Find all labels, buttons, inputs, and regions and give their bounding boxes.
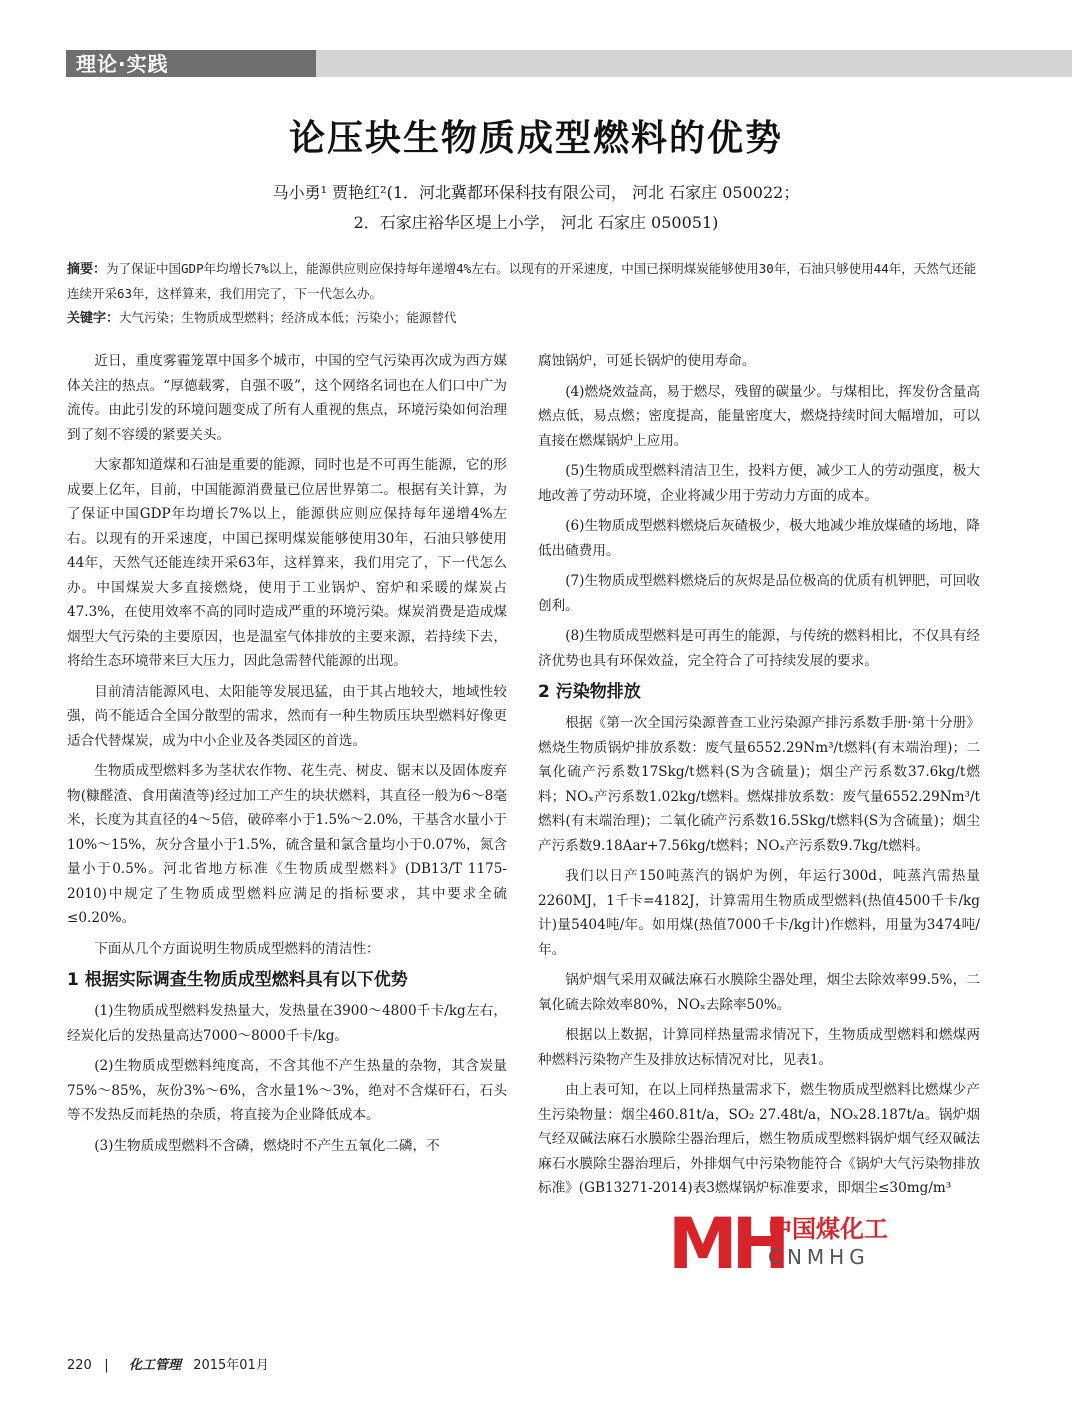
list-item: (8)生物质成型燃料是可再生的能源，与传统的燃料相比，不仅具有经济优势也具有环保效益，完全符合了可持续发展的要求。: [538, 628, 980, 669]
header-band: [66, 50, 1072, 77]
page-footer: [67, 1354, 269, 1373]
footer-separator: |: [104, 1358, 109, 1373]
paragraph: 生物质成型燃料多为茎状农作物、花生壳、树皮、锯末以及固体废弃物(糠醛渣、食用菌渣等)经过加工产生的块状燃料，其直径一般为6～8毫米，长度为其直径的4～5倍，破碎率小于1.5%～2.0%，干基含水量小于10%～15%，灰分含量小于1.5%，硫含量和氯含量均小于0.07%，氮含量小于0.5%。河北省地方标准《生物质成型燃料》(DB13/T 1175-2010)中规定了生物质成型燃料应满足的指标要求，其中要求全硫≤0.20%。: [67, 763, 507, 926]
list-item-continued: 腐蚀锅炉，可延长锅炉的使用寿命。: [538, 353, 756, 369]
paragraph: 大家都知道煤和石油是重要的能源，同时也是不可再生能源，它的形成要上亿年，目前，中国能源消费量已位居世界第二。根据有关计算，为了保证中国GDP年均增长7%以上，能源供应则应保持每年递增4%左右。以现有的开采速度，中国已探明煤炭能够使用30年，石油只够使用44年，天然气还能连续开采63年，这样算来，我们用完了，下一代怎么办。中国煤炭大多直接燃烧，使用于工业锅炉、窑炉和采暖的煤炭占47.3%，在使用效率不高的同时造成严重的环境污染。煤炭消费是造成煤烟型大气污染的主要原因，也是温室气体排放的主要来源，若持续下去，将给生态环境带来巨大压力，因此急需替代能源的出现。: [67, 457, 507, 669]
magazine-name: 化工管理: [129, 1358, 182, 1373]
paragraph: 我们以日产150吨蒸汽的锅炉为例，年运行300d，吨蒸汽需热量2260MJ，1千卡=4182J，计算需用生物质成型燃料(热值4500千卡/kg计)量5404吨/年。如用煤(热值7000千卡/kg计)作燃料，用量为3474吨/年。: [538, 868, 980, 958]
right-column: [538, 349, 980, 1207]
abstract-text: 为了保证中国GDP年均增长7%以上，能源供应则应保持每年递增4%左右。以现有的开采速度，中国已探明煤炭能够使用30年，石油只够使用44年，天然气还能连续开采63年，这样算来，我们用完了，下一代怎么办。: [67, 261, 977, 301]
header-band-light: [316, 50, 1072, 77]
list-item: (5)生物质成型燃料清洁卫生，投料方便，减少工人的劳动强度，极大地改善了劳动环境，企业将减少用于劳动力方面的成本。: [538, 463, 980, 504]
paragraph: 下面从几个方面说明生物质成型燃料的清洁性：: [94, 940, 380, 957]
abstract-block: [67, 257, 982, 331]
watermark-chinese: 中国煤化工: [768, 1215, 888, 1243]
section-heading-1: 1 根据实际调查生物质成型燃料具有以下优势: [67, 970, 408, 990]
keywords: [67, 306, 982, 331]
keywords-label: 关键字：: [67, 311, 120, 326]
list-item: (6)生物质成型燃料燃烧后灰碴极少，极大地减少堆放煤碴的场地，降低出碴费用。: [538, 518, 980, 559]
left-column: [67, 349, 507, 1164]
abstract-label: 摘要：: [67, 262, 107, 277]
paragraph: 由上表可知，在以上同样热量需求下，燃生物质成型燃料比燃煤少产生污染物量：烟尘460.81t/a，SO₂ 27.48t/a，NOₓ28.187t/a。锅炉烟气经双碱法麻石水膜除尘器治理后，燃生物质成型燃料锅炉烟气经双碱法麻石水膜除尘器治理后，外排烟气中污染物能符合《锅炉大气污染物排放标准》(GB13271-2014)表3燃煤锅炉标准要求，即烟尘≤30mg/m³: [538, 1082, 980, 1196]
author-line-2: 2．石家庄裕华区堤上小学， 河北 石家庄 050051): [353, 213, 719, 232]
section-label: 理论·实践: [76, 52, 169, 76]
list-item: (2)生物质成型燃料纯度高，不含其他不产生热量的杂物，其含炭量75%～85%，灰份3%～6%，含水量1%～3%，绝对不含煤矸石，石头等不发热反而耗热的杂质，将直接为企业降低成本。: [67, 1058, 507, 1123]
list-item: (1)生物质成型燃料发热量大，发热量在3900～4800千卡/kg左右，经炭化后的发热量高达7000～8000千卡/kg。: [67, 1003, 507, 1044]
list-item: (4)燃烧效益高，易于燃尽，残留的碳量少。与煤相比，挥发份含量高燃点低，易点燃；密度提高，能量密度大，燃烧持续时间大幅增加，可以直接在燃煤锅炉上应用。: [538, 383, 980, 449]
watermark: [668, 1205, 988, 1283]
paragraph: 近日，重度雾霾笼罩中国多个城市，中国的空气污染再次成为西方媒体关注的热点。“厚德载雾，自强不吸”，这个网络名词也在人们口中广为流传。由此引发的环境问题变成了所有人重视的焦点，环境污染如何治理到了刻不容缓的紧要关头。: [67, 353, 507, 443]
watermark-logo: MH: [668, 1203, 785, 1285]
abstract: [67, 257, 982, 306]
author-block: [0, 178, 1072, 238]
list-item: (3)生物质成型燃料不含磷，燃烧时不产生五氧化二磷，不: [94, 1137, 440, 1154]
watermark-english: CNMHG: [768, 1245, 870, 1269]
paragraph: 锅炉烟气采用双碱法麻石水膜除尘器处理，烟尘去除效率99.5%，二氧化硫去除效率80%，NOₓ去除率50%。: [538, 972, 980, 1013]
paragraph: 根据《第一次全国污染源普查工业污染源产排污系数手册·第十分册》燃烧生物质锅炉排放系数：废气量6552.29Nm³/t燃料(有末端治理)；二氧化硫产污系数17Skg/t燃料(S为含硫量)；烟尘产污系数37.6kg/t燃料；NOₓ产污系数1.02kg/t燃料。燃煤排放系数：废气量6552.29Nm³/t燃料(有末端治理)；二氧化硫产污系数16.5Skg/t燃料(S为含硫量)；烟尘产污系数9.18Aar+7.56kg/t燃料；NOₓ产污系数9.7kg/t燃料。: [538, 715, 980, 854]
keywords-text: 大气污染；生物质成型燃料；经济成本低；污染小；能源替代: [119, 310, 457, 325]
issue-date: 2015年01月: [193, 1358, 269, 1373]
article-title: 论压块生物质成型燃料的优势: [288, 118, 783, 159]
section-heading-2: 2 污染物排放: [538, 682, 641, 702]
paragraph: 目前清洁能源风电、太阳能等发展迅猛，由于其占地较大，地域性较强，尚不能适合全国分散型的需求，然而有一种生物质压块型燃料好像更适合代替煤炭，成为中小企业及各类园区的首选。: [67, 683, 507, 749]
author-line-1: 马小勇¹ 贾艳红²(1．河北冀都环保科技有限公司， 河北 石家庄 050022；: [272, 183, 800, 202]
paragraph: 根据以上数据，计算同样热量需求情况下，生物质成型燃料和燃煤两种燃料污染物产生及排放达标情况对比，见表1。: [538, 1027, 980, 1068]
list-item: (7)生物质成型燃料燃烧后的灰烬是品位极高的优质有机钾肥，可回收创利。: [538, 573, 980, 614]
page-number: 220: [67, 1358, 92, 1373]
